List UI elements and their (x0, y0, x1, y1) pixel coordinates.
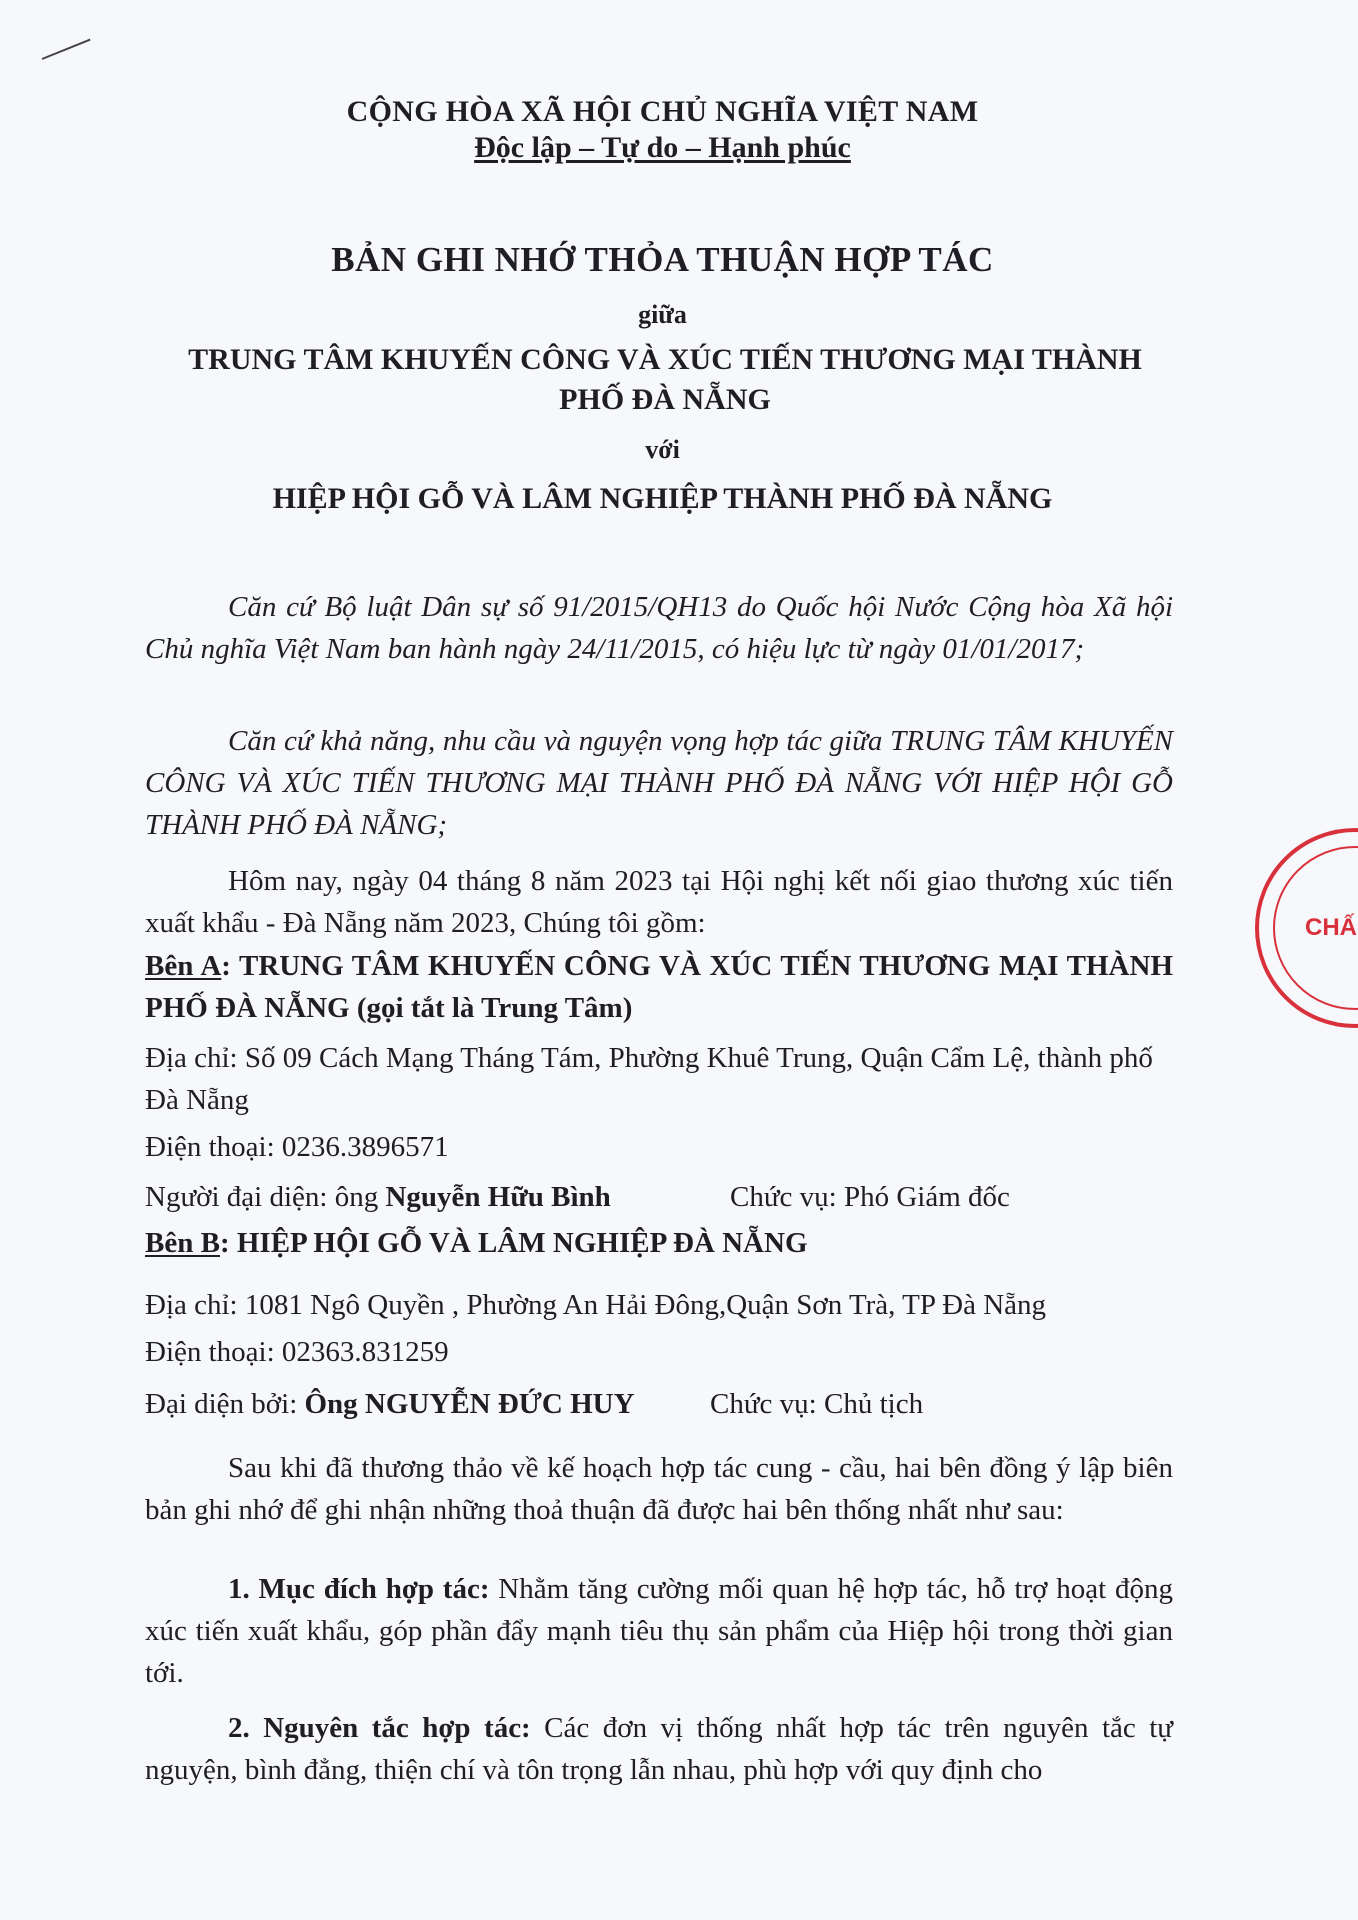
title-party1-line2: PHỐ ĐÀ NẴNG (559, 383, 771, 416)
clause-1-title: 1. Mục đích hợp tác: (228, 1573, 490, 1605)
today-paragraph: Hôm nay, ngày 04 tháng 8 năm 2023 tại Hội nghị kết nối giao thương xúc tiến xuất khẩu - Đà Nẵng năm 2023, Chúng tôi gồm: (145, 865, 1173, 939)
party-a-position: Chức vụ: Phó Giám đốc (730, 1181, 1010, 1213)
party-b-label: Bên B (145, 1227, 220, 1259)
party-b-phone: Điện thoại: 02363.831259 (145, 1336, 449, 1368)
title-between: giữa (638, 300, 687, 329)
title-party2: HIỆP HỘI GỖ VÀ LÂM NGHIỆP THÀNH PHỐ ĐÀ NẴNG (272, 482, 1053, 515)
party-a-address: Địa chỉ: Số 09 Cách Mạng Tháng Tám, Phường Khuê Trung, Quận Cẩm Lệ, thành phố Đà Nẵng (145, 1042, 1153, 1116)
party-a-heading (145, 945, 1173, 1029)
party-b-address: Địa chỉ: 1081 Ngô Quyền , Phường An Hải Đông,Quận Sơn Trà, TP Đà Nẵng (145, 1289, 1047, 1321)
party-b-representative (145, 1383, 1173, 1425)
red-seal-stamp (1255, 828, 1358, 1028)
party-a-phone: Điện thoại: 0236.3896571 (145, 1131, 449, 1163)
clause-2-title: 2. Nguyên tắc hợp tác: (228, 1712, 531, 1744)
clause-1-text: Nhằm tăng cường mối quan hệ hợp tác, hỗ trợ hoạt động xúc tiến xuất khẩu, góp phần đẩy mạnh tiêu thụ sản phẩm của Hiệp hội trong thời gian tới. (145, 1573, 1173, 1689)
basis-paragraph-2: Căn cứ khả năng, nhu cầu và nguyện vọng hợp tác giữa TRUNG TÂM KHUYẾN CÔNG VÀ XÚC TIẾN THƯƠNG MẠI THÀNH PHỐ ĐÀ NẴNG VỚI HIỆP HỘI GỖ THÀNH PHỐ ĐÀ NẴNG; (145, 725, 1173, 841)
party-a-name: : TRUNG TÂM KHUYẾN CÔNG VÀ XÚC TIẾN THƯƠNG MẠI THÀNH PHỐ ĐÀ NẴNG (gọi tắt là Trung Tâm) (145, 950, 1173, 1024)
clause-2-text: Các đơn vị thống nhất hợp tác trên nguyên tắc tự nguyện, bình đẳng, thiện chí và tôn trọng lẫn nhau, phù hợp với quy định cho (145, 1712, 1173, 1786)
party-b-position: Chức vụ: Chủ tịch (710, 1388, 924, 1420)
party-b-name: : HIỆP HỘI GỖ VÀ LÂM NGHIỆP ĐÀ NẴNG (219, 1227, 808, 1259)
party-b-rep-label: Đại diện bởi: (145, 1388, 305, 1420)
party-b-rep-name: Ông NGUYỄN ĐỨC HUY (304, 1388, 635, 1420)
stamp-text: CHẤ (1305, 914, 1357, 941)
pen-mark (42, 39, 91, 60)
agreement-intro: Sau khi đã thương thảo về kế hoạch hợp tác cung - cầu, hai bên đồng ý lập biên bản ghi nhớ để ghi nhận những thoả thuận đã được hai bên thống nhất như sau: (145, 1452, 1173, 1526)
clause-2 (145, 1707, 1173, 1791)
title-with: với (645, 435, 680, 464)
clause-1 (145, 1568, 1173, 1694)
party-a-rep-label: Người đại diện: ông (145, 1181, 386, 1213)
party-a-label: Bên A (145, 950, 222, 982)
party-a-representative (145, 1176, 1173, 1218)
party-a-rep-name: Nguyễn Hữu Bình (385, 1181, 611, 1213)
basis-paragraph-1: Căn cứ Bộ luật Dân sự số 91/2015/QH13 do Quốc hội Nước Cộng hòa Xã hội Chủ nghĩa Việt Nam ban hành ngày 24/11/2015, có hiệu lực từ ngày 01/01/2017; (145, 591, 1173, 665)
document-title: BẢN GHI NHỚ THỎA THUẬN HỢP TÁC (331, 240, 994, 279)
national-motto: Độc lập – Tự do – Hạnh phúc (474, 131, 851, 164)
party-b-heading (145, 1222, 1173, 1264)
title-party1-line1: TRUNG TÂM KHUYẾN CÔNG VÀ XÚC TIẾN THƯƠNG MẠI THÀNH (188, 343, 1142, 376)
national-title: CỘNG HÒA XÃ HỘI CHỦ NGHĨA VIỆT NAM (346, 95, 979, 128)
